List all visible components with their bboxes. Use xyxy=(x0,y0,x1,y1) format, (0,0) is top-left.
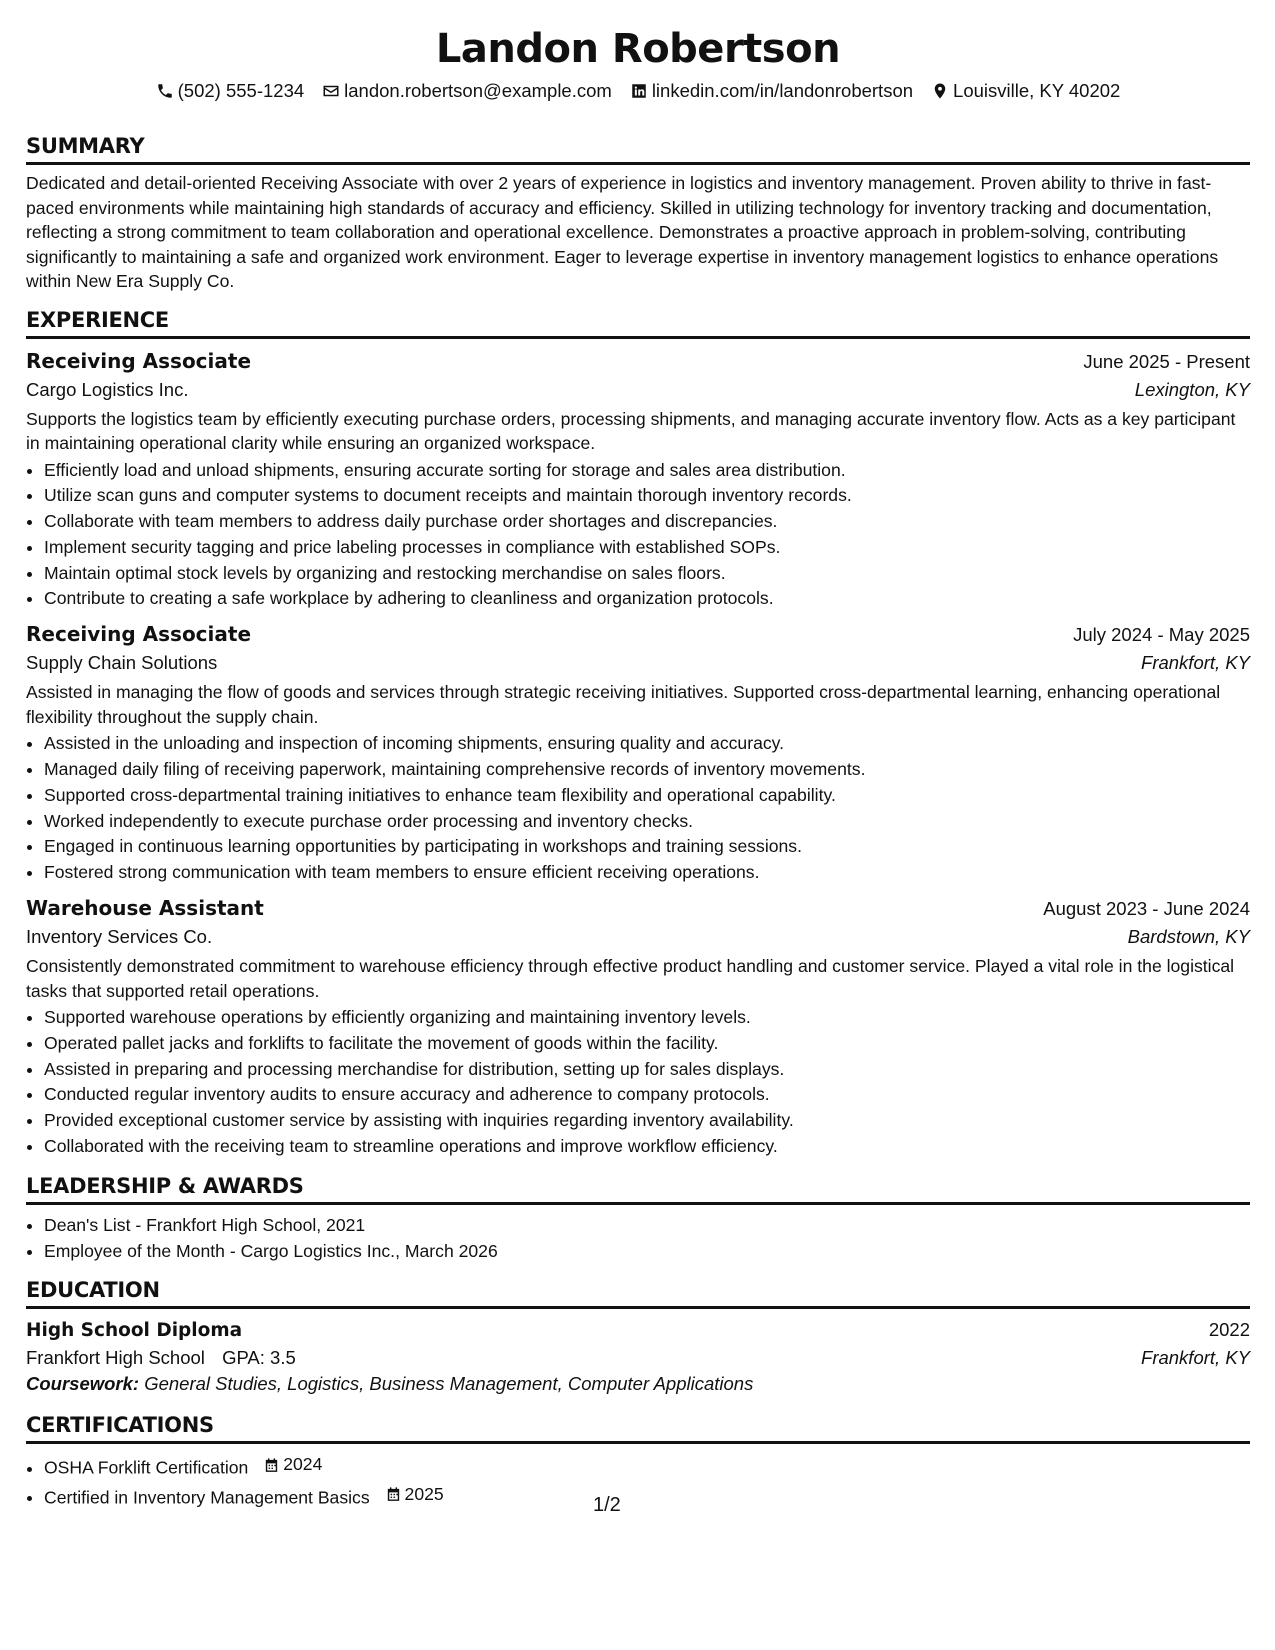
coursework-label: Coursework: xyxy=(26,1373,140,1395)
section-title-summary: SUMMARY xyxy=(26,134,1250,165)
page-number: 1/2 xyxy=(593,1494,621,1516)
section-title-certifications: CERTIFICATIONS xyxy=(26,1413,1250,1444)
location-text: Louisville, KY 40202 xyxy=(953,80,1121,101)
phone-icon xyxy=(156,82,174,100)
job-location: Frankfort, KY xyxy=(1141,652,1250,674)
job-company: Cargo Logistics Inc. xyxy=(26,378,189,400)
list-item: • Engaged in continuous learning opportunities by participating in workshops and training sessions. xyxy=(44,834,1250,860)
job-dates: August 2023 - June 2024 xyxy=(1043,898,1250,920)
list-item: • Supported cross-departmental training initiatives to enhance team flexibility and operational capability. xyxy=(44,783,1250,809)
job-title: Receiving Associate xyxy=(26,622,252,647)
phone-text: (502) 555-1234 xyxy=(177,80,305,101)
list-item: • Operated pallet jacks and forklifts to facilitate the movement of goods within the facility. xyxy=(44,1031,1250,1057)
linkedin-text[interactable]: linkedin.com/in/landonrobertson xyxy=(651,80,914,101)
contact-phone xyxy=(156,80,305,102)
job-dates: July 2024 - May 2025 xyxy=(1073,624,1250,646)
contact-location xyxy=(931,80,1120,102)
resume-page xyxy=(26,0,1250,1511)
list-item: • Provided exceptional customer service by assisting with inquiries regarding inventory availability. xyxy=(44,1108,1250,1134)
list-item: • Maintain optimal stock levels by organizing and restocking merchandise on sales floors. xyxy=(44,561,1250,587)
list-item: • Contribute to creating a safe workplace by adhering to cleanliness and organization protocols. xyxy=(44,586,1250,612)
list-item: • Utilize scan guns and computer systems to document receipts and maintain thorough inventory records. xyxy=(44,483,1250,509)
education-degree: High School Diploma xyxy=(26,1320,243,1342)
job-title: Receiving Associate xyxy=(26,348,252,373)
job-description: Supports the logistics team by efficiently executing purchase orders, processing shipments, and managing accurate inventory flow. Acts as a key participant in maintaining operational clarity while ensuring an organized workspace. xyxy=(26,408,1236,453)
job-entry xyxy=(26,622,1250,886)
job-location: Lexington, KY xyxy=(1134,378,1250,400)
list-item: • Assisted in the unloading and inspection of incoming shipments, ensuring quality and accuracy. xyxy=(44,731,1250,757)
education-location: Frankfort, KY xyxy=(1141,1347,1250,1369)
linkedin-icon xyxy=(630,82,648,100)
candidate-name: Landon Robertson xyxy=(435,26,841,72)
list-item: • Managed daily filing of receiving paperwork, maintaining comprehensive records of inventory movements. xyxy=(44,757,1250,783)
section-title-education: EDUCATION xyxy=(26,1278,1250,1309)
job-dates: June 2025 - Present xyxy=(1083,350,1250,372)
coursework-text: General Studies, Logistics, Business Management, Computer Applications xyxy=(144,1373,754,1395)
contact-email[interactable] xyxy=(322,80,612,102)
list-item: • Employee of the Month - Cargo Logistics Inc., March 2026 xyxy=(44,1239,1250,1265)
education-gpa: GPA: 3.5 xyxy=(222,1347,296,1369)
job-entry xyxy=(26,896,1250,1160)
job-company: Inventory Services Co. xyxy=(26,926,213,948)
summary-text: Dedicated and detail-oriented Receiving Associate with over 2 years of experience in logistics and inventory management. Proven ability to thrive in fast-paced environments while maintaining high standards of accuracy and efficiency. Skilled in utilizing technology for inventory tracking and documentation, reflecting a strong commitment to team collaboration and operational excellence. Demonstrates a proactive approach in problem-solving, contributing significantly to maintaining a safe and organized work environment. Eager to leverage expertise in inventory management logistics to enhance operations within New Era Supply Co. xyxy=(26,173,1219,291)
list-item: • Conducted regular inventory audits to ensure accuracy and adherence to company protocols. xyxy=(44,1082,1250,1108)
list-item: • Efficiently load and unload shipments, ensuring accurate sorting for storage and sales area distribution. xyxy=(44,458,1250,484)
certification-year: 2025 xyxy=(404,1483,444,1504)
envelope-icon xyxy=(322,82,340,100)
education-school: Frankfort High School xyxy=(26,1347,205,1369)
list-item: • Collaborate with team members to address daily purchase order shortages and discrepancies. xyxy=(44,509,1250,535)
contact-bar xyxy=(26,78,1250,104)
job-title: Warehouse Assistant xyxy=(26,896,264,921)
education-year: 2022 xyxy=(1208,1319,1250,1341)
awards-list xyxy=(26,1213,1250,1265)
job-description: Consistently demonstrated commitment to warehouse efficiency through effective product handling and customer service. Played a vital role in the logistical tasks that supported retail operations. xyxy=(26,956,1235,1001)
list-item: • Fostered strong communication with team members to ensure efficient receiving operations. xyxy=(44,860,1250,886)
list-item: • Collaborated with the receiving team to streamline operations and improve workflow efficiency. xyxy=(44,1134,1250,1160)
coursework-line xyxy=(26,1373,1250,1395)
job-location: Bardstown, KY xyxy=(1127,926,1250,948)
section-title-experience: EXPERIENCE xyxy=(26,308,1250,339)
calendar-icon xyxy=(385,1486,402,1503)
list-item: • Implement security tagging and price labeling processes in compliance with established SOPs. xyxy=(44,535,1250,561)
contact-linkedin[interactable] xyxy=(630,80,913,102)
list-item xyxy=(44,1482,1250,1511)
job-bullets xyxy=(26,731,1250,886)
location-pin-icon xyxy=(931,82,949,100)
list-item: • Worked independently to execute purchase order processing and inventory checks. xyxy=(44,809,1250,835)
job-bullets xyxy=(26,458,1250,613)
section-title-awards: LEADERSHIP & AWARDS xyxy=(26,1174,1250,1205)
list-item: • Dean's List - Frankfort High School, 2021 xyxy=(44,1213,1250,1239)
email-text[interactable]: landon.robertson@example.com xyxy=(344,80,612,101)
job-description: Assisted in managing the flow of goods and services through strategic receiving initiatives. Supported cross-departmental learning, enhancing operational flexibility throughout the supply chain. xyxy=(26,682,1221,727)
education-entry xyxy=(26,1319,1250,1395)
list-item: • Supported warehouse operations by efficiently organizing and maintaining inventory levels. xyxy=(44,1005,1250,1031)
certification-name: OSHA Forklift Certification xyxy=(44,1457,249,1478)
job-bullets xyxy=(26,1005,1250,1160)
list-item xyxy=(44,1452,1250,1481)
job-company: Supply Chain Solutions xyxy=(26,652,218,674)
calendar-icon xyxy=(263,1457,280,1474)
certification-year: 2024 xyxy=(283,1454,323,1475)
certifications-list xyxy=(26,1452,1250,1510)
job-entry xyxy=(26,349,1250,613)
certification-name: Certified in Inventory Management Basics xyxy=(44,1487,370,1508)
list-item: • Assisted in preparing and processing merchandise for distribution, setting up for sales displays. xyxy=(44,1057,1250,1083)
